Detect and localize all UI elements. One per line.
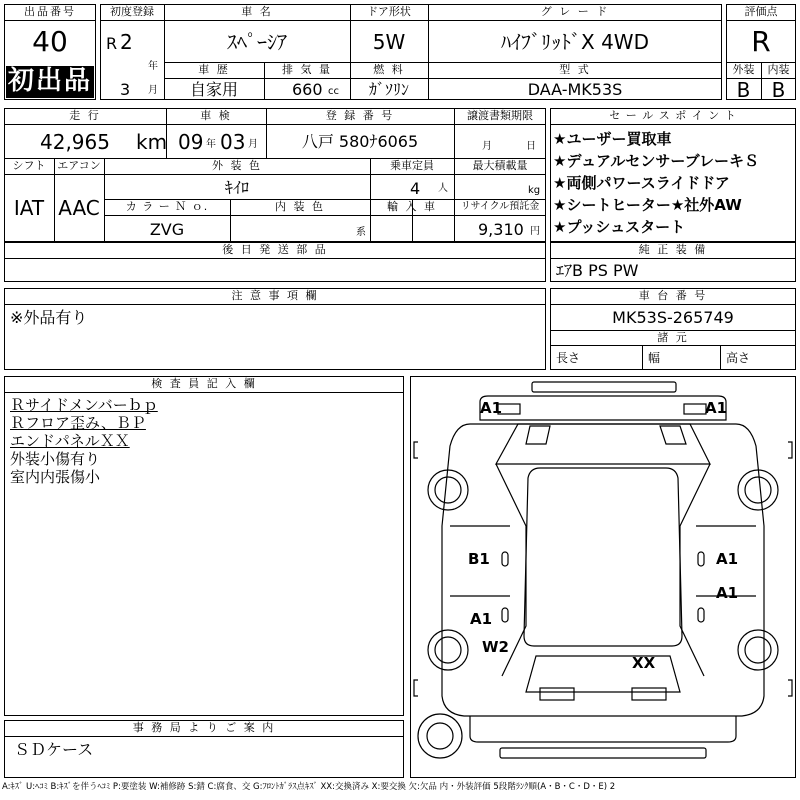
insp-year-unit: 年 bbox=[206, 139, 216, 150]
shift: IAT bbox=[13, 196, 45, 220]
door-type: 5W bbox=[372, 30, 406, 54]
later-parts-header: 後 日 発 送 部 品 bbox=[222, 243, 328, 256]
inspector-note-3: エンドパネルＸＸ bbox=[10, 432, 130, 450]
car-diagram bbox=[410, 376, 796, 778]
reg-month: 3 bbox=[120, 80, 131, 99]
mileage-unit: km bbox=[136, 130, 168, 154]
capacity-unit: 人 bbox=[438, 183, 448, 194]
door-header: ドア形状 bbox=[367, 5, 411, 18]
inspector-note-5: 室内内張傷小 bbox=[10, 468, 101, 486]
exterior-header: 外装 bbox=[732, 63, 755, 76]
first-listing-badge: 初出品 bbox=[7, 66, 92, 96]
int-color-unit: 系 bbox=[356, 227, 366, 238]
inspector-note-1: Ｒサイドメンバーｂｐ bbox=[10, 396, 158, 414]
displacement-unit: cc bbox=[328, 86, 339, 97]
damage-front-left: A1 bbox=[480, 399, 503, 417]
height-label: 高さ bbox=[726, 351, 751, 365]
import-header: 輸 入 車 bbox=[387, 200, 437, 213]
plate-header: 登 録 番 号 bbox=[325, 109, 395, 122]
shift-header: シフト bbox=[12, 159, 46, 172]
office-note: ＳＤケース bbox=[14, 740, 94, 759]
capacity-header: 乗車定員 bbox=[390, 159, 434, 172]
load-unit: kg bbox=[528, 185, 541, 196]
details-box bbox=[4, 108, 546, 242]
displacement-header: 排 気 量 bbox=[282, 63, 332, 76]
exterior-grade: B bbox=[736, 78, 751, 102]
notes-text: ※外品有り bbox=[10, 308, 88, 327]
insp-month: 03 bbox=[220, 130, 246, 154]
damage-right-mid: A1 bbox=[716, 550, 739, 568]
equipment: ｴｱB PS PW bbox=[556, 261, 639, 280]
displacement: 660 bbox=[292, 80, 323, 99]
history-header: 車 歴 bbox=[198, 63, 230, 76]
ext-color: ｷｲﾛ bbox=[224, 178, 249, 197]
ext-color-header: 外 装 色 bbox=[212, 159, 262, 172]
color-number: ZVG bbox=[149, 220, 185, 239]
lot-number: 40 bbox=[32, 25, 68, 58]
inspector-header: 検 査 員 記 入 欄 bbox=[151, 377, 257, 390]
aircon: AAC bbox=[58, 196, 100, 220]
first-reg-header: 初度登録 bbox=[110, 5, 154, 18]
int-color-header: 内 装 色 bbox=[275, 200, 325, 213]
insp-month-unit: 月 bbox=[248, 139, 258, 150]
sales-point-3: ★両側パワースライドドア bbox=[553, 174, 730, 192]
inspection-header: 車 検 bbox=[200, 109, 232, 122]
interior-header: 内装 bbox=[767, 63, 790, 76]
score: R bbox=[751, 25, 771, 58]
damage-left-rear: A1 bbox=[470, 610, 493, 628]
inspector-note-2: Ｒフロア歪み、ＢＰ bbox=[10, 414, 146, 432]
grade: ﾊｲﾌﾞﾘｯﾄﾞX 4WD bbox=[501, 30, 649, 54]
damage-left-mid: B1 bbox=[468, 550, 490, 568]
recycle-header: リサイクル預託金 bbox=[460, 201, 540, 212]
mileage-header: 走 行 bbox=[69, 109, 101, 122]
recycle-unit: 円 bbox=[530, 226, 540, 237]
plate-number: 八戸 580ﾅ6065 bbox=[301, 132, 419, 151]
sales-point-4: ★シートヒーター★社外AW bbox=[553, 196, 742, 214]
equipment-header: 純 正 装 備 bbox=[638, 243, 708, 256]
car-name: ｽﾍﾟｰｼｱ bbox=[227, 30, 287, 54]
max-load-header: 最大積載量 bbox=[472, 159, 528, 172]
chassis-header: 車 台 番 号 bbox=[638, 289, 708, 302]
capacity: 4 bbox=[410, 179, 421, 198]
dimensions-header: 諸 元 bbox=[657, 331, 689, 344]
interior-grade: B bbox=[771, 78, 786, 102]
recycle-fee: 9,310 bbox=[478, 220, 524, 239]
fuel: ｶﾞｿﾘﾝ bbox=[368, 80, 409, 99]
sales-point-1: ★ユーザー買取車 bbox=[553, 130, 672, 148]
reg-year: 2 bbox=[120, 30, 133, 54]
history: 自家用 bbox=[189, 80, 238, 99]
aircon-header: エアコン bbox=[57, 159, 101, 172]
damage-right-mid-2: A1 bbox=[716, 584, 739, 602]
fuel-header: 燃 料 bbox=[373, 63, 405, 76]
month-unit: 月 bbox=[148, 85, 158, 96]
score-header: 評価点 bbox=[744, 5, 778, 18]
model-code: DAA-MK53S bbox=[527, 80, 623, 99]
color-no-header: カ ラ ー Ｎ ｏ. bbox=[125, 200, 209, 213]
car-name-header: 車 名 bbox=[241, 5, 273, 18]
chassis-number: MK53S-265749 bbox=[612, 308, 734, 327]
office-header: 事 務 局 よ り ご 案 内 bbox=[132, 721, 276, 734]
sales-point-5: ★プッシュスタート bbox=[553, 218, 686, 236]
grade-header: グ レ ー ド bbox=[540, 5, 610, 18]
mileage: 42,965 bbox=[40, 130, 110, 154]
lot-number-header: 出品番号 bbox=[24, 5, 76, 18]
inspector-note-4: 外装小傷有り bbox=[10, 450, 101, 468]
damage-rear: XX bbox=[632, 654, 656, 672]
damage-left-wheel: W2 bbox=[482, 638, 509, 656]
width-label: 幅 bbox=[648, 351, 661, 365]
damage-front-right: A1 bbox=[705, 399, 728, 417]
model-header: 型 式 bbox=[559, 63, 591, 76]
length-label: 長さ bbox=[556, 351, 581, 365]
legend: A:ｷｽﾞ U:ﾍｺﾐ B:ｷｽﾞを伴うﾍｺﾐ P:要塗装 W:補修跡 S:錆 C:腐食、交 G:ﾌﾛﾝﾄｶﾞﾗｽ点ｷｽﾞ XX:交換済み X:要交換 欠:欠品 内・外装評価 5段階ﾗﾝｸ順(A・B・C・D・E) 2 bbox=[2, 782, 616, 792]
sales-points-header: セ ー ル ス ポ イ ン ト bbox=[609, 109, 737, 122]
transfer-header: 譲渡書類期限 bbox=[467, 109, 533, 122]
sales-point-2: ★デュアルセンサーブレーキＳ bbox=[553, 152, 760, 170]
insp-year: 09 bbox=[178, 130, 204, 154]
transfer-month: 月 bbox=[482, 141, 492, 152]
notes-header: 注 意 事 項 欄 bbox=[231, 289, 319, 302]
transfer-day: 日 bbox=[526, 141, 536, 152]
era: R bbox=[106, 34, 118, 53]
year-unit: 年 bbox=[148, 61, 158, 72]
